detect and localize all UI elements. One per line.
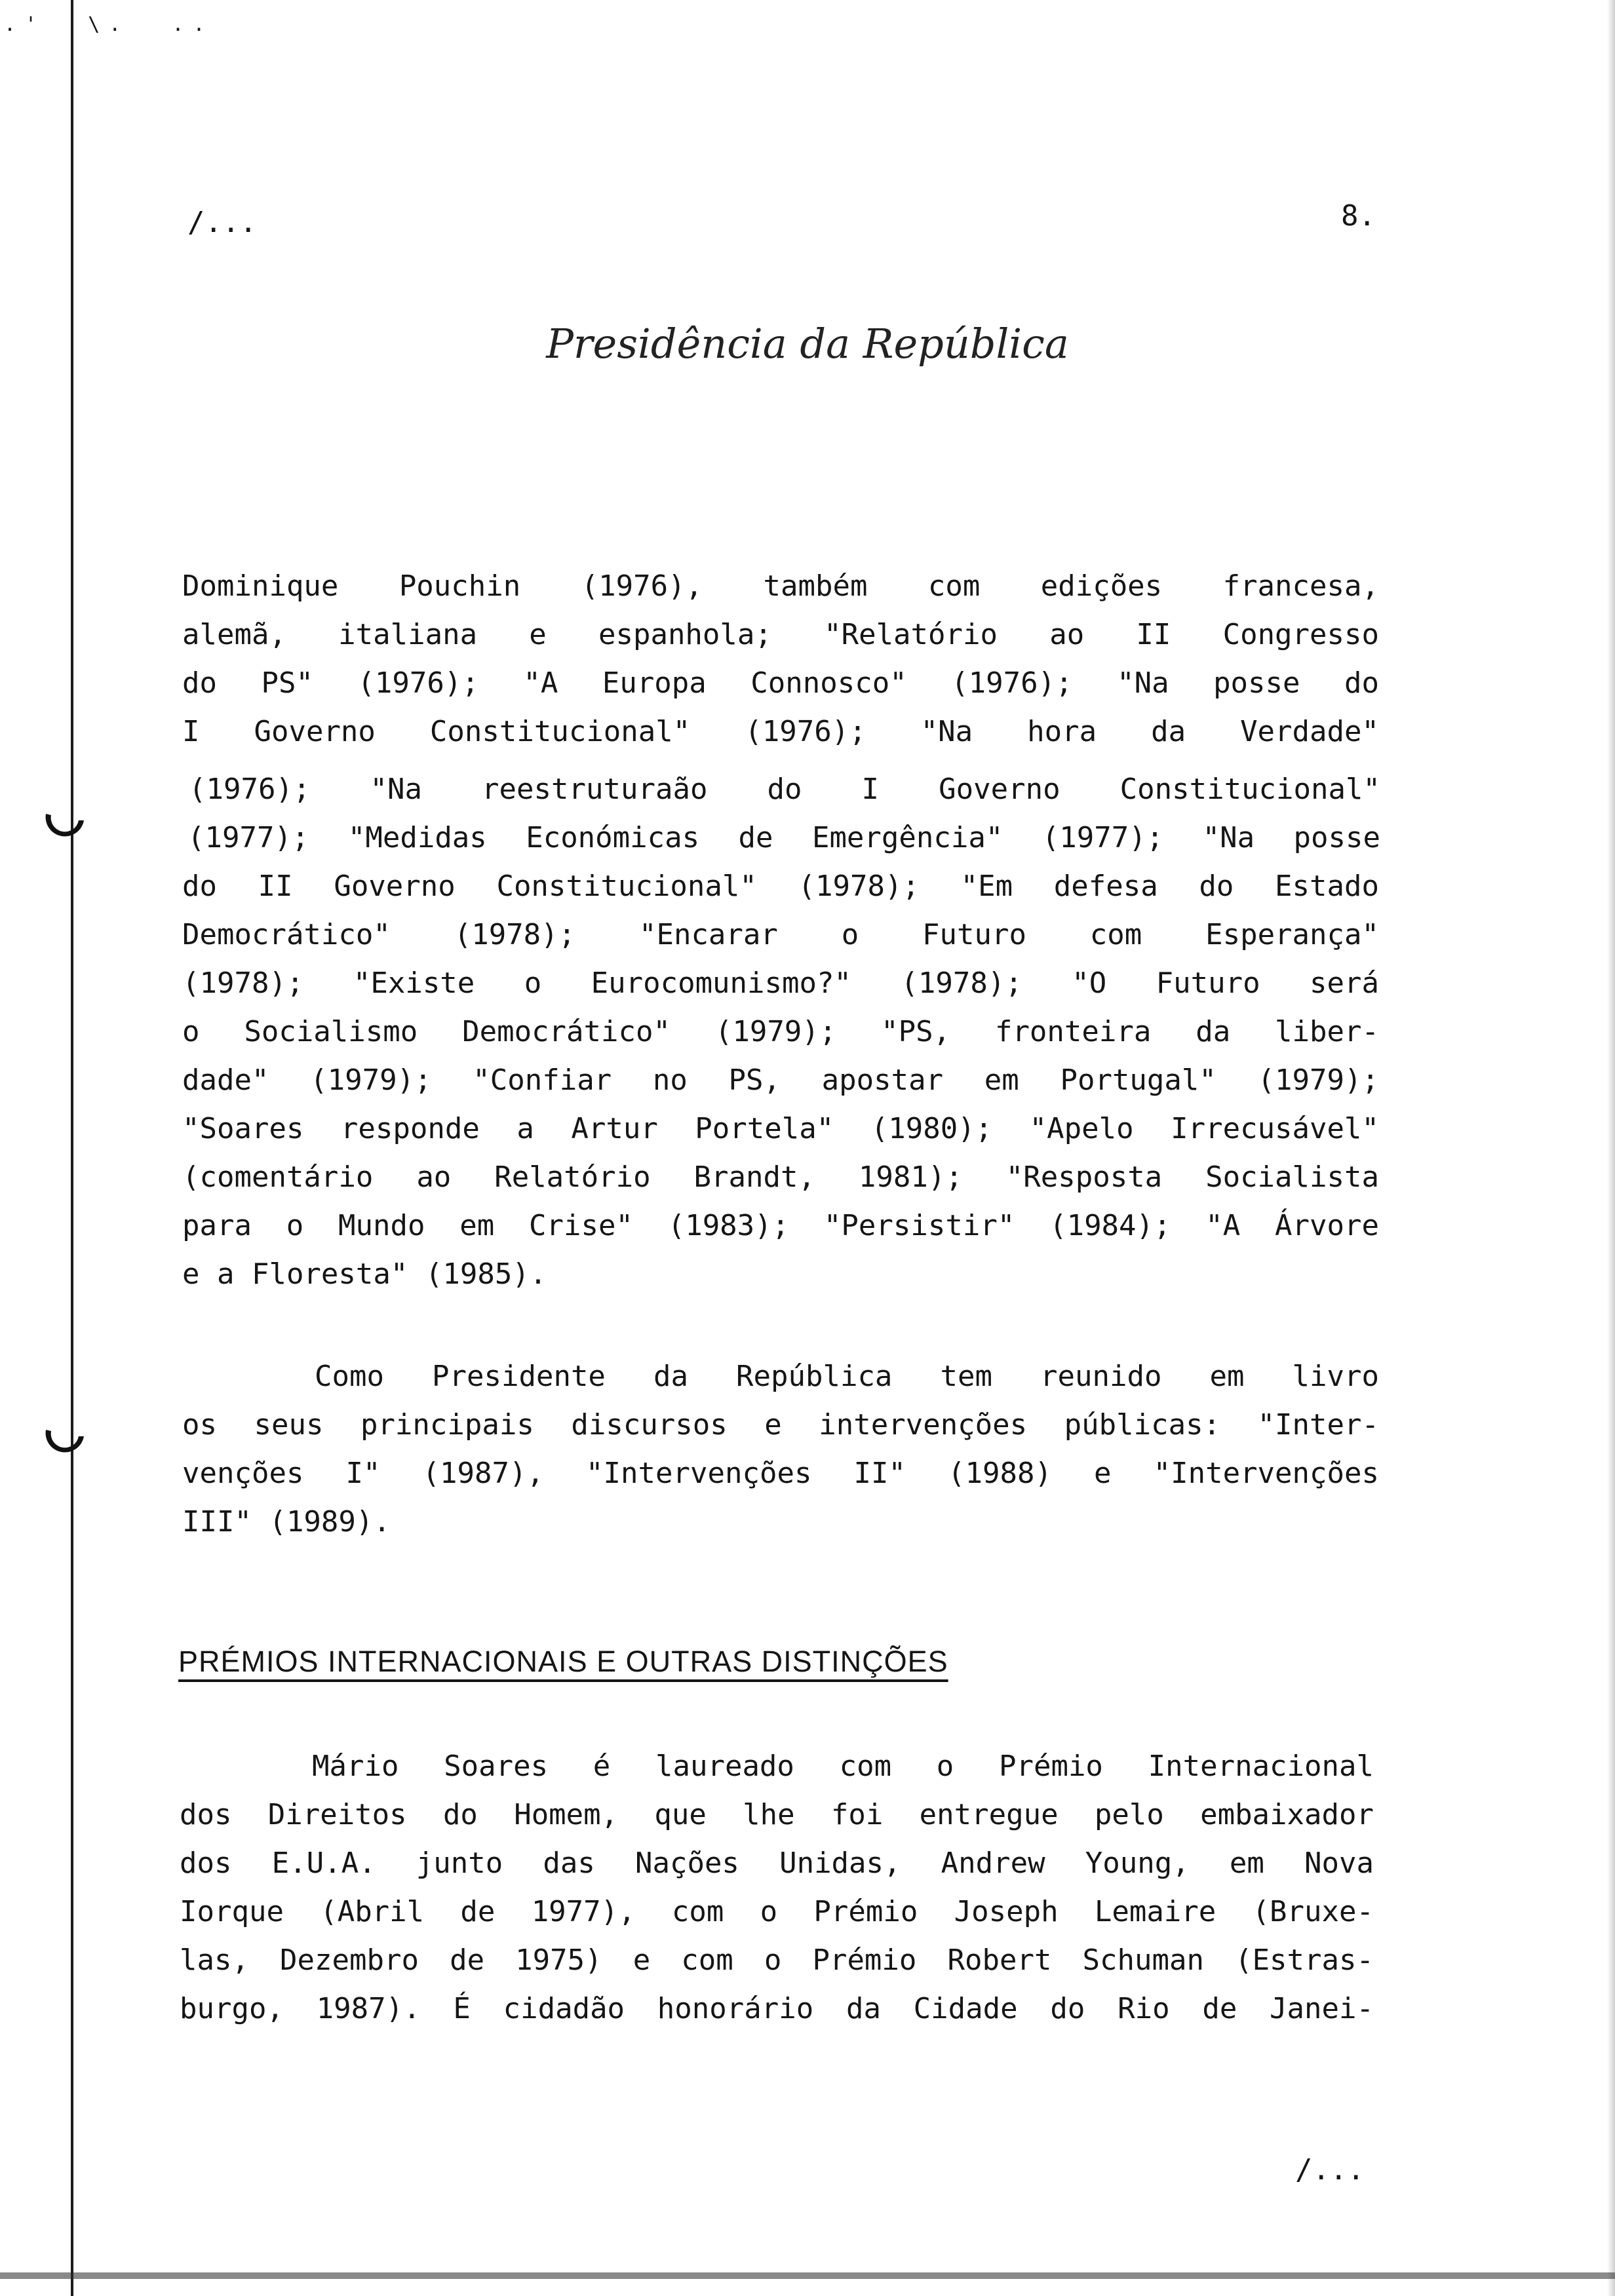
punch-hole-icon: [41, 1417, 89, 1465]
section-heading: PRÉMIOS INTERNACIONAIS E OUTRAS DISTINÇÕES: [178, 1645, 948, 1678]
text-line: venções I" (1987), "Intervenções II" (1988) e "Intervenções: [182, 1457, 1379, 1490]
text-line: Mário Soares é laureado com o Prémio Internacional: [312, 1750, 1374, 1783]
text-line: dos Direitos do Homem, que lhe foi entregue pelo embaixador: [180, 1798, 1374, 1831]
page-number: 8.: [1341, 199, 1376, 233]
text-line: Iorque (Abril de 1977), com o Prémio Joseph Lemaire (Bruxe-: [180, 1895, 1374, 1928]
text-line: III" (1989).: [182, 1505, 391, 1539]
text-line: alemã, italiana e espanhola; "Relatório ao II Congresso: [182, 618, 1379, 651]
text-line: o Socialismo Democrático" (1979); "PS, fronteira da liber-: [182, 1015, 1379, 1048]
text-line: "Soares responde a Artur Portela" (1980); "Apelo Irrecusável": [182, 1112, 1379, 1145]
text-line: dade" (1979); "Confiar no PS, apostar em Portugal" (1979);: [182, 1063, 1379, 1097]
text-line: (1977); "Medidas Económicas de Emergência" (1977); "Na posse: [187, 821, 1380, 854]
text-line: para o Mundo em Crise" (1983); "Persistir" (1984); "A Árvore: [182, 1209, 1379, 1242]
text-line: e a Floresta" (1985).: [182, 1257, 547, 1291]
page-bottom-edge: [0, 2272, 1615, 2279]
text-line: do II Governo Constitucional" (1978); "Em defesa do Estado: [182, 870, 1379, 903]
text-line: Como Presidente da República tem reunido em livro: [315, 1360, 1379, 1393]
text-line: burgo, 1987). É cidadão honorário da Cidade do Rio de Janei-: [180, 1992, 1374, 2025]
text-line: las, Dezembro de 1975) e com o Prémio Robert Schuman (Estras-: [180, 1943, 1374, 1977]
text-line: Democrático" (1978); "Encarar o Futuro com Esperança": [182, 918, 1379, 951]
text-line: dos E.U.A. junto das Nações Unidas, Andrew Young, em Nova: [180, 1846, 1374, 1880]
corner-marks: .' \. ..: [4, 13, 214, 36]
text-line: do PS" (1976); "A Europa Connosco" (1976); "Na posse do: [182, 666, 1379, 700]
text-line: (1976); "Na reestruturaão do I Governo Constitucional": [189, 773, 1380, 806]
text-line: Dominique Pouchin (1976), também com edições francesa,: [182, 569, 1379, 603]
letterhead: Presidência da República: [546, 320, 1069, 368]
text-line: I Governo Constitucional" (1976); "Na hora da Verdade": [182, 715, 1379, 748]
previous-page-ref: /...: [187, 206, 257, 239]
text-line: (1978); "Existe o Eurocomunismo?" (1978); "O Futuro será: [182, 966, 1379, 1000]
continuation-marker: /...: [1295, 2153, 1365, 2187]
text-line: os seus principais discursos e intervenções públicas: "Inter-: [182, 1408, 1379, 1442]
punch-hole-icon: [41, 801, 89, 849]
text-line: (comentário ao Relatório Brandt, 1981); "Resposta Socialista: [182, 1160, 1379, 1194]
